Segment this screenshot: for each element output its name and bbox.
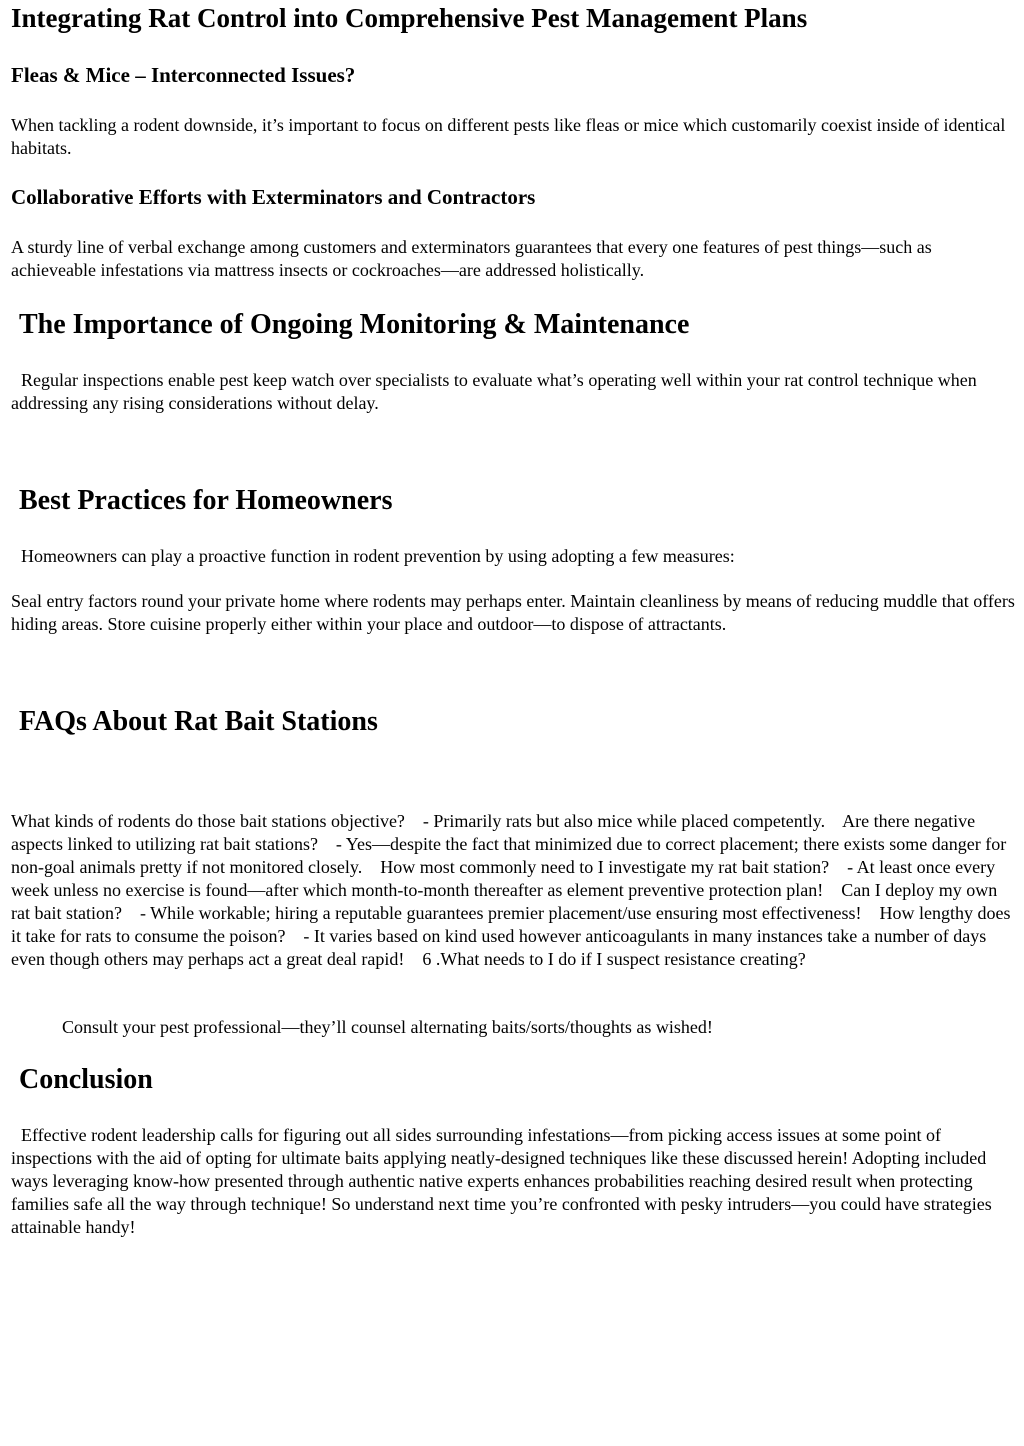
practices-heading: Best Practices for Homeowners <box>19 485 393 516</box>
fleas-heading: Fleas & Mice – Interconnected Issues? <box>11 63 356 87</box>
collab-paragraph: A sturdy line of verbal exchange among customers and exterminators guarantees that every one features of pest things—such as achieveable infestations via mattress insects or cockroaches—are addressed holistically. <box>11 237 932 280</box>
conclusion-heading: Conclusion <box>19 1064 153 1095</box>
monitoring-paragraph: Regular inspections enable pest keep watch over specialists to evaluate what’s operating well within your rat control technique when addressing any rising considerations without delay. <box>11 370 977 413</box>
faq-heading: FAQs About Rat Bait Stations <box>19 706 378 737</box>
practices-intro: Homeowners can play a proactive function in rodent prevention by using adopting a few measures: <box>21 546 735 566</box>
monitoring-heading: The Importance of Ongoing Monitoring & Maintenance <box>19 309 690 340</box>
conclusion-paragraph: Effective rodent leadership calls for figuring out all sides surrounding infestations—from picking access issues at some point of inspections with the aid of opting for ultimate baits applying neatly-designed techniques like these discussed herein! Adopting included ways leveraging know-how presented through authentic native experts enhances probabilities reaching desired result when protecting families safe all the way through technique! So understand next time you’re confronted with pesky intruders—you could have strategies attainable handy! <box>11 1125 992 1237</box>
faq-answer: Consult your pest professional—they’ll counsel alternating baits/sorts/thoughts as wished! <box>62 1017 713 1037</box>
collab-heading: Collaborative Efforts with Exterminators and Contractors <box>11 185 536 209</box>
page-title: Integrating Rat Control into Comprehensive Pest Management Plans <box>11 3 808 33</box>
practices-paragraph: Seal entry factors round your private home where rodents may perhaps enter. Maintain cleanliness by means of reducing muddle that offers hiding areas. Store cuisine properly either within your place and outdoor—to dispose of attractants. <box>11 591 1015 634</box>
fleas-paragraph: When tackling a rodent downside, it’s important to focus on different pests like fleas or mice which customarily coexist inside of identical habitats. <box>11 115 1006 158</box>
faq-paragraph: What kinds of rodents do those bait stations objective? - Primarily rats but also mice while placed competently. Are there negative aspects linked to utilizing rat bait stations? - Yes—despite the fact that minimized due to correct placement; there exists some danger for non-goal animals pretty if not monitored closely. How most commonly need to I investigate my rat bait station? - At least once every week unless no exercise is found—after which month-to-month thereafter as element preventive protection plan! Can I deploy my own rat bait station? - While workable; hiring a reputable guarantees premier placement/use ensuring most effectiveness! How lengthy does it take for rats to consume the poison? - It varies based on kind used however anticoagulants in many instances take a number of days even though others may perhaps act a great deal rapid! 6 .What needs to I do if I suspect resistance creating? <box>11 811 1016 969</box>
